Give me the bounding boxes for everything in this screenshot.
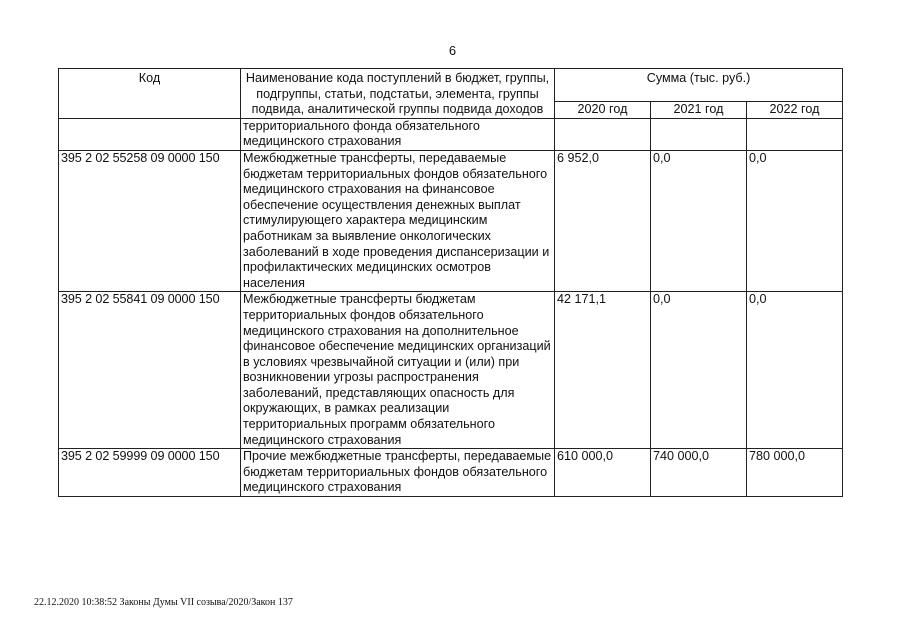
header-year-2020: 2020 год [555,102,651,119]
row-value-2022: 0,0 [747,150,843,291]
budget-revenue-table [58,68,843,497]
header-year-2022: 2022 год [747,102,843,119]
header-year-2021: 2021 год [651,102,747,119]
header-name: Наименование кода поступлений в бюджет, группы, подгруппы, статьи, подстатьи, элемента, группы подвида, аналитической группы подвида доходов [241,69,555,119]
row-value-2020: 6 952,0 [555,150,651,291]
table-row [59,449,843,497]
row-value-2021 [651,118,747,150]
row-code: 395 2 02 59999 09 0000 150 [59,449,241,497]
header-code: Код [59,69,241,119]
row-value-2022: 780 000,0 [747,449,843,497]
row-value-2021: 0,0 [651,150,747,291]
document-footer: 22.12.2020 10:38:52 Законы Думы VII созыва/2020/Закон 137 [34,597,293,608]
table-row-continuation [59,118,843,150]
row-value-2021: 0,0 [651,292,747,449]
row-value-2020: 610 000,0 [555,449,651,497]
page-number: 6 [448,43,457,58]
row-value-2022 [747,118,843,150]
row-value-2020 [555,118,651,150]
row-name: Прочие межбюджетные трансферты, передаваемые бюджетам территориальных фондов обязательного медицинского страхования [241,449,555,497]
row-name: территориального фонда обязательного медицинского страхования [241,118,555,150]
row-code: 395 2 02 55841 09 0000 150 [59,292,241,449]
row-value-2020: 42 171,1 [555,292,651,449]
row-name: Межбюджетные трансферты бюджетам территориальных фондов обязательного медицинского страхования на дополнительное финансовое обеспечение медицинских организаций в условиях чрезвычайной ситуации и (или) при возникновении угрозы распространения заболеваний, представляющих опасность для окружающих, в рамках реализации территориальных программ обязательного медицинского страхования [241,292,555,449]
row-code [59,118,241,150]
table-row [59,292,843,449]
row-value-2021: 740 000,0 [651,449,747,497]
row-code: 395 2 02 55258 09 0000 150 [59,150,241,291]
table-row [59,150,843,291]
header-sum: Сумма (тыс. руб.) [555,69,843,102]
row-name: Межбюджетные трансферты, передаваемые бюджетам территориальных фондов обязательного медицинского страхования на финансовое обеспечение осуществления денежных выплат стимулирующего характера медицинским работникам за выявление онкологических заболеваний в ходе проведения диспансеризации и профилактических медицинских осмотров населения [241,150,555,291]
row-value-2022: 0,0 [747,292,843,449]
